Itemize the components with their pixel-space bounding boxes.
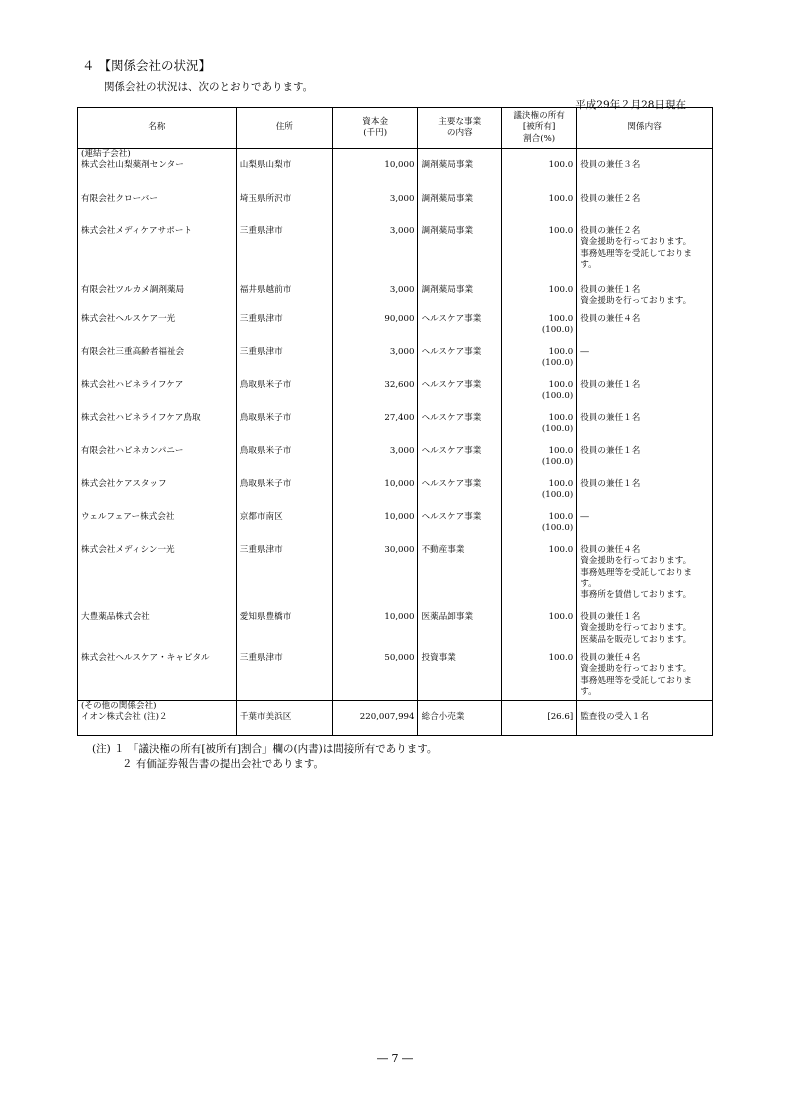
voting-ratio-total: 100.0 — [548, 512, 574, 523]
voting-ratio-indirect: (100.0) — [541, 490, 574, 501]
company-name: 有限会社クローバー — [78, 194, 237, 226]
relationship-details — [577, 479, 713, 512]
voting-ratio-total: 100.0 — [548, 226, 574, 237]
voting-ratio — [502, 347, 577, 380]
voting-ratio — [502, 380, 577, 413]
voting-ratio-total: 100.0 — [548, 285, 574, 296]
company-name: 株式会社メディシン一光 — [78, 545, 237, 612]
main-business: 調剤薬局事業 — [418, 226, 502, 285]
relationship-line: す。 — [580, 259, 597, 270]
main-business: 医薬品卸事業 — [418, 612, 502, 653]
relationship-details — [577, 413, 713, 446]
company-name: 株式会社山梨薬剤センター — [78, 160, 237, 194]
voting-ratio-total: [26.6] — [547, 711, 574, 722]
voting-ratio-total: 100.0 — [548, 194, 574, 205]
voting-ratio-total: 100.0 — [548, 347, 574, 358]
main-business: 調剤薬局事業 — [418, 285, 502, 314]
main-business: 調剤薬局事業 — [418, 194, 502, 226]
main-business: ヘルスケア事業 — [418, 413, 502, 446]
relationship-details — [577, 314, 713, 347]
relationship-details — [577, 512, 713, 545]
main-business: 不動産事業 — [418, 545, 502, 612]
col-header-voting-line3: 割合(%) — [523, 133, 556, 144]
relationship-details — [577, 545, 713, 612]
table-row — [78, 479, 713, 512]
relationship-line: 役員の兼任３名 — [580, 160, 641, 171]
capital-amount: 27,400 — [332, 413, 418, 446]
col-header-name: 名称 — [78, 108, 237, 149]
relationship-details — [577, 160, 713, 194]
table-row — [78, 446, 713, 479]
table-row — [78, 653, 713, 700]
voting-ratio-total: 100.0 — [548, 479, 574, 490]
relationship-details — [577, 712, 713, 736]
voting-ratio-total: 100.0 — [548, 545, 574, 556]
relationship-line: 資金援助を行っております。 — [580, 296, 692, 307]
note-2: ２ 有価証券報告書の提出会社であります。 — [122, 758, 324, 771]
col-header-relation: 関係内容 — [577, 108, 713, 149]
company-address: 千葉市美浜区 — [236, 712, 332, 736]
company-name: 株式会社ヘルスケア一光 — [78, 314, 237, 347]
capital-amount: 3,000 — [332, 347, 418, 380]
company-address: 福井県越前市 — [236, 285, 332, 314]
company-address: 鳥取県米子市 — [236, 413, 332, 446]
capital-amount: 220,007,994 — [332, 712, 418, 736]
voting-ratio-total: 100.0 — [548, 380, 574, 391]
voting-ratio — [502, 285, 577, 314]
voting-ratio-indirect: (100.0) — [541, 325, 574, 336]
main-business: ヘルスケア事業 — [418, 479, 502, 512]
company-name: 株式会社ヘルスケア・キャピタル — [78, 653, 237, 700]
relationship-line: 役員の兼任４名 — [580, 314, 641, 325]
table-row — [78, 194, 713, 226]
main-business: 総合小売業 — [418, 712, 502, 736]
main-business: 調剤薬局事業 — [418, 160, 502, 194]
company-name: 有限会社ハピネカンパニー — [78, 446, 237, 479]
company-name: 株式会社ハピネライフケア — [78, 380, 237, 413]
col-header-capital-line2: (千円) — [363, 128, 388, 138]
main-business: ヘルスケア事業 — [418, 314, 502, 347]
relationship-line: 資金援助を行っております。 — [580, 237, 692, 248]
table-row — [78, 413, 713, 446]
company-name: 株式会社メディケアサポート — [78, 226, 237, 285]
note-1: (注) １ 「議決権の所有[被所有]割合」欄の(内書)は間接所有であります。 — [92, 743, 438, 755]
relationship-line: 役員の兼任４名 — [580, 653, 641, 664]
voting-ratio — [502, 314, 577, 347]
main-business: ヘルスケア事業 — [418, 512, 502, 545]
col-header-voting — [502, 108, 577, 149]
main-business: 投資事業 — [418, 653, 502, 700]
relationship-line: 医薬品を販売しております。 — [580, 634, 692, 645]
voting-ratio-indirect: (100.0) — [541, 391, 574, 402]
col-header-voting-line2: [被所有] — [522, 122, 556, 133]
relationship-details — [577, 226, 713, 285]
voting-ratio — [502, 653, 577, 700]
voting-ratio-indirect: (100.0) — [541, 358, 574, 369]
voting-ratio — [502, 413, 577, 446]
col-header-capital-line1: 資本金 — [362, 116, 389, 127]
section-row-subsidiaries — [78, 149, 713, 161]
company-address: 鳥取県米子市 — [236, 479, 332, 512]
col-header-business — [418, 108, 502, 149]
table-row — [78, 712, 713, 736]
col-header-voting-line1: 議決権の所有 — [513, 111, 565, 122]
capital-amount: 10,000 — [332, 512, 418, 545]
intro-text: 関係会社の状況は、次のとおりであります。 — [104, 81, 314, 93]
relationship-details — [577, 446, 713, 479]
voting-ratio — [502, 446, 577, 479]
company-address: 埼玉県所沢市 — [236, 194, 332, 226]
voting-ratio-total: 100.0 — [548, 160, 574, 171]
main-business: ヘルスケア事業 — [418, 380, 502, 413]
col-header-business-line1: 主要な事業 — [438, 116, 482, 127]
voting-ratio — [502, 612, 577, 653]
section-row-other — [78, 700, 713, 712]
company-name: イオン株式会社 (注)２ — [78, 712, 237, 736]
relationship-line: す。 — [580, 686, 597, 697]
relationship-line: 役員の兼任１名 — [580, 285, 641, 296]
voting-ratio — [502, 160, 577, 194]
as-of-date: 平成29年２月28日現在 — [575, 99, 686, 111]
relationship-line: ― — [580, 512, 589, 523]
company-name: 有限会社三重高齢者福祉会 — [78, 347, 237, 380]
table-row — [78, 347, 713, 380]
capital-amount: 3,000 — [332, 446, 418, 479]
relationship-details — [577, 380, 713, 413]
relationship-line: 事務処理等を受託しておりま — [580, 675, 692, 686]
table-row — [78, 512, 713, 545]
voting-ratio-total: 100.0 — [548, 653, 574, 664]
voting-ratio-total: 100.0 — [548, 446, 574, 457]
section-heading: ４ 【関係会社の状況】 — [82, 58, 211, 73]
voting-ratio-total: 100.0 — [548, 612, 574, 623]
table-row — [78, 314, 713, 347]
capital-amount: 3,000 — [332, 194, 418, 226]
voting-ratio-total: 100.0 — [548, 314, 574, 325]
col-header-capital — [332, 108, 418, 149]
voting-ratio — [502, 194, 577, 226]
company-address: 三重県津市 — [236, 226, 332, 285]
section-label-other: (その他の関係会社) — [78, 700, 237, 712]
relationship-line: 資金援助を行っております。 — [580, 556, 692, 567]
company-address: 三重県津市 — [236, 314, 332, 347]
company-address: 愛知県豊橋市 — [236, 612, 332, 653]
table-row — [78, 226, 713, 285]
capital-amount: 10,000 — [332, 612, 418, 653]
other-affiliates-body — [78, 700, 713, 736]
table-row — [78, 285, 713, 314]
relationship-line: 役員の兼任１名 — [580, 380, 641, 391]
capital-amount: 3,000 — [332, 285, 418, 314]
capital-amount: 10,000 — [332, 160, 418, 194]
col-header-business-line2: の内容 — [446, 128, 473, 138]
table-row — [78, 612, 713, 653]
company-address: 三重県津市 — [236, 653, 332, 700]
relationship-details — [577, 612, 713, 653]
relationship-line: 事務所を賃借しております。 — [580, 589, 692, 600]
voting-ratio — [502, 545, 577, 612]
table-header-row — [78, 108, 713, 149]
company-address: 鳥取県米子市 — [236, 380, 332, 413]
voting-ratio — [502, 226, 577, 285]
relationship-line: 役員の兼任２名 — [580, 194, 641, 205]
relationship-line: 資金援助を行っております。 — [580, 623, 692, 634]
relationship-line: 役員の兼任２名 — [580, 226, 641, 237]
relationship-line: 役員の兼任１名 — [580, 446, 641, 457]
company-address: 三重県津市 — [236, 545, 332, 612]
main-business: ヘルスケア事業 — [418, 347, 502, 380]
voting-ratio — [502, 512, 577, 545]
company-name: 株式会社ハピネライフケア鳥取 — [78, 413, 237, 446]
affiliates-table — [77, 107, 713, 736]
section-label-subsidiaries: (連結子会社) — [78, 149, 237, 161]
page-number: ― 7 ― — [377, 1052, 413, 1065]
relationship-line: ― — [580, 347, 589, 358]
company-address: 京都市南区 — [236, 512, 332, 545]
relationship-details — [577, 347, 713, 380]
voting-ratio-total: 100.0 — [548, 413, 574, 424]
company-name: 有限会社ツルカメ調剤薬局 — [78, 285, 237, 314]
relationship-line: 事務処理等を受託しておりま — [580, 567, 692, 578]
capital-amount: 30,000 — [332, 545, 418, 612]
company-name: ウェルフェアー株式会社 — [78, 512, 237, 545]
col-header-address: 住所 — [236, 108, 332, 149]
voting-ratio — [502, 479, 577, 512]
main-business: ヘルスケア事業 — [418, 446, 502, 479]
capital-amount: 90,000 — [332, 314, 418, 347]
company-address: 三重県津市 — [236, 347, 332, 380]
voting-ratio-indirect: (100.0) — [541, 457, 574, 468]
voting-ratio-indirect: (100.0) — [541, 523, 574, 534]
capital-amount: 32,600 — [332, 380, 418, 413]
relationship-line: 役員の兼任１名 — [580, 479, 641, 490]
voting-ratio — [502, 712, 577, 736]
relationship-line: 事務処理等を受託しておりま — [580, 248, 692, 259]
relationship-line: す。 — [580, 578, 597, 589]
voting-ratio-indirect: (100.0) — [541, 424, 574, 435]
subsidiaries-body — [78, 149, 713, 701]
relationship-line: 資金援助を行っております。 — [580, 664, 692, 675]
notes — [92, 742, 437, 772]
relationship-line: 監査役の受入１名 — [580, 711, 649, 722]
company-address: 鳥取県米子市 — [236, 446, 332, 479]
company-address: 山梨県山梨市 — [236, 160, 332, 194]
relationship-line: 役員の兼任１名 — [580, 612, 641, 623]
table-row — [78, 380, 713, 413]
capital-amount: 3,000 — [332, 226, 418, 285]
relationship-details — [577, 285, 713, 314]
relationship-line: 役員の兼任１名 — [580, 413, 641, 424]
capital-amount: 50,000 — [332, 653, 418, 700]
company-name: 株式会社ケアスタッフ — [78, 479, 237, 512]
table-row — [78, 545, 713, 612]
company-name: 大豊薬品株式会社 — [78, 612, 237, 653]
capital-amount: 10,000 — [332, 479, 418, 512]
table-row — [78, 160, 713, 194]
relationship-details — [577, 653, 713, 700]
relationship-details — [577, 194, 713, 226]
relationship-line: 役員の兼任４名 — [580, 545, 641, 556]
